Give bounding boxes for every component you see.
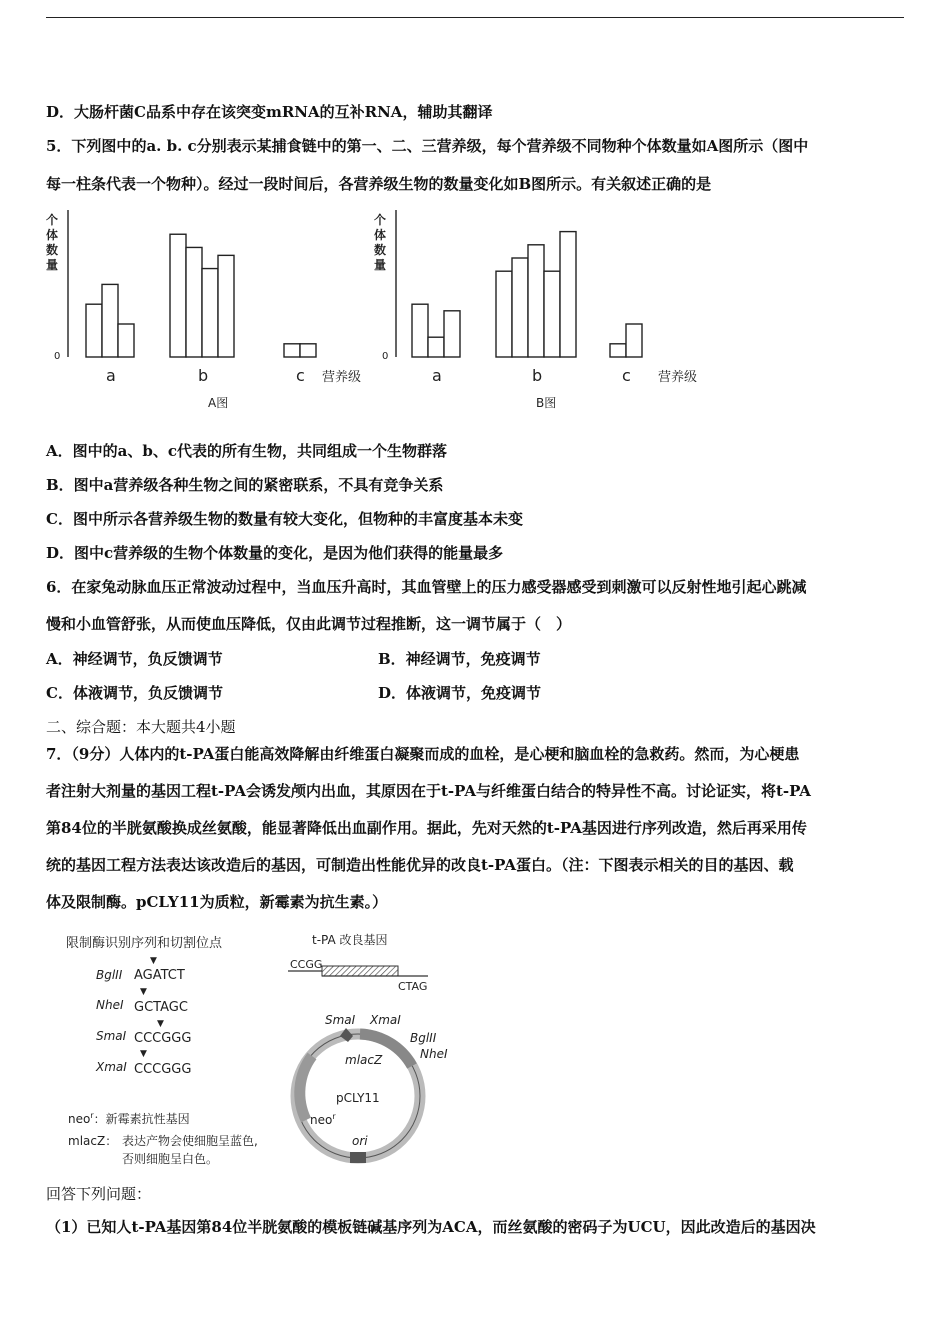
bar [186,247,202,357]
category-label: b [198,366,209,385]
trophic-bar-charts [40,200,740,432]
bar [218,255,234,357]
enzyme-seq: AGATCT [134,968,185,983]
chart-b [374,210,697,410]
plasmid-label-mlacz: mlacZ [345,1053,383,1067]
legend-neo-sup: r [90,1111,94,1120]
bar [102,284,118,357]
y-axis-label-char: 数 [374,243,387,257]
bar [610,344,626,357]
plasmid-label-smai: SmaI [325,1013,356,1027]
bar [300,344,316,357]
enzyme-name: SmaI [96,1029,127,1043]
q5-stem-line2: 每一柱条代表一个物种）。经过一段时间后，各营养级生物的数量变化如B图所示。有关叙述正确的是 [46,175,712,193]
category-label: b [532,366,543,385]
q7-answer-prompt: 回答下列问题： [46,1185,152,1203]
bar [412,304,428,357]
category-label: c [622,366,631,385]
q4-option-d: D．大肠杆菌C品系中存在该突变mRNA的互补RNA，辅助其翻译 [46,103,493,121]
plasmid-neo-sup: r [332,1112,336,1121]
q6-stem-line1: 6．在家兔动脉血压正常波动过程中，当血压升高时，其血管壁上的压力感受器感受到刺激可以反射性地引起心跳减 [46,578,807,596]
bar [560,232,576,357]
enzyme-table-title: 限制酶识别序列和切割位点 [66,936,223,951]
x-axis-label: 营养级 [322,370,362,385]
bar [512,258,528,357]
q7-sub1: （1）已知人t-PA基因第84位半胱氨酸的模板链碱基序列为ACA，而丝氨酸的密码子为UCU，因此改造后的基因决 [46,1218,816,1236]
tpa-gene-block [322,966,398,976]
q5-stem-line1: 5．下列图中的a. b. c分别表示某捕食链中的第一、二、三营养级，每个营养级不同物种个体数量如A图所示（图中 [46,137,809,155]
neo-gene-arc [300,1056,312,1120]
y-axis-label-char: 个 [46,213,59,227]
bar [544,271,560,357]
q6-option-b: B．神经调节，免疫调节 [378,650,541,668]
q6-option-c: C．体液调节，负反馈调节 [46,684,223,702]
q6-option-a: A．神经调节，负反馈调节 [46,650,223,668]
legend-neo-text: ：新霉素抗性基因 [93,1112,190,1126]
gene-right-end: CTAG [398,980,428,993]
legend-mlacz-key: mlacZ： [68,1134,118,1148]
chart-title: B图 [536,396,557,410]
bar [444,311,460,357]
legend-neo [68,1111,190,1126]
y-axis-label-char: 量 [374,258,387,272]
y-axis-label-char: 个 [374,213,387,227]
legend-mlacz-text1: 表达产物会使细胞呈蓝色, [122,1134,258,1148]
bar [86,304,102,357]
q7-line4: 统的基因工程方法表达该改造后的基因，可制造出性能优异的改良t-PA蛋白。（注：下图表示相关的目的基因、载 [46,856,794,874]
q5-option-b: B．图中a营养级各种生物之间的紧密联系，不具有竞争关系 [46,476,444,494]
plasmid-label-neo [310,1112,336,1127]
origin-label: 0 [382,351,389,362]
y-axis-label-char: 体 [46,228,59,242]
enzyme-seq: CCCGGG [134,1062,192,1077]
q5-option-c: C．图中所示各营养级生物的数量有较大变化，但物种的丰富度基本未变 [46,510,523,528]
q5-option-a: A．图中的a、b、c代表的所有生物，共同组成一个生物群落 [46,442,447,460]
enzyme-seq: CCCGGG [134,1031,192,1046]
x-axis-label: 营养级 [658,370,698,385]
origin-label: 0 [54,351,61,362]
q5-option-d: D．图中c营养级的生物个体数量的变化，是因为他们获得的能量最多 [46,544,504,562]
bar [118,324,134,357]
q7-line1: 7．（9分）人体内的t-PA蛋白能高效降解由纤维蛋白凝聚而成的血栓，是心梗和脑血栓的急救药。然而，为心梗患 [46,745,800,763]
q7-line2: 者注射大剂量的基因工程t-PA会诱发颅内出血，其原因在于t-PA与纤维蛋白结合的特异性不高。讨论证实，将t-PA [46,782,811,800]
chart-title: A图 [208,396,229,410]
cut-arrow-icon: ▼ [157,1019,164,1029]
gene-left-end: CCGG [290,958,323,971]
enzyme-seq: GCTAGC [134,1000,188,1015]
plasmid-label-xmai: XmaI [370,1013,401,1027]
bar [496,271,512,357]
q7-line3: 第84位的半胱氨酸换成丝氨酸，能显著降低出血副作用。据此，先对天然的t-PA基因进行序列改造，然后再采用传 [46,819,807,837]
plasmid-neo-text: neo [310,1113,333,1127]
bar [528,245,544,357]
category-label: a [106,366,116,385]
category-label: a [432,366,442,385]
chart-a [46,210,361,410]
gene-engineering-figure [60,928,460,1170]
cut-arrow-icon: ▼ [140,987,147,997]
y-axis-label-char: 数 [46,243,59,257]
q6-stem-line2: 慢和小血管舒张，从而使血压降低，仅由此调节过程推断，这一调节属于（ ） [46,615,572,633]
category-label: c [296,366,305,385]
enzyme-name: BglII [96,968,123,982]
bar [202,269,218,357]
bar [284,344,300,357]
q6-option-d: D．体液调节，免疫调节 [378,684,542,702]
plasmid-name: pCLY11 [336,1091,380,1105]
enzyme-name: XmaI [96,1060,127,1074]
plasmid-label-nhei: NheI [420,1047,448,1061]
bar [626,324,642,357]
y-axis-label-char: 量 [46,258,59,272]
ori-marker [350,1152,366,1163]
header-rule [46,17,904,18]
legend-mlacz-text2: 否则细胞呈白色。 [122,1152,219,1166]
enzyme-name: NheI [96,998,124,1012]
section-2-heading: 二、综合题：本大题共4小题 [46,718,236,736]
plasmid-label-bglii: BglII [410,1031,437,1045]
cut-arrow-icon: ▼ [140,1049,147,1059]
cut-arrow-icon: ▼ [150,956,157,966]
bar [428,337,444,357]
legend-neo-key: neo [68,1112,91,1126]
bar [170,234,186,357]
q7-line5: 体及限制酶。pCLY11为质粒，新霉素为抗生素。） [46,893,388,911]
plasmid-label-ori: ori [352,1134,368,1148]
y-axis-label-char: 体 [374,228,387,242]
gene-title: t-PA 改良基因 [312,933,388,947]
